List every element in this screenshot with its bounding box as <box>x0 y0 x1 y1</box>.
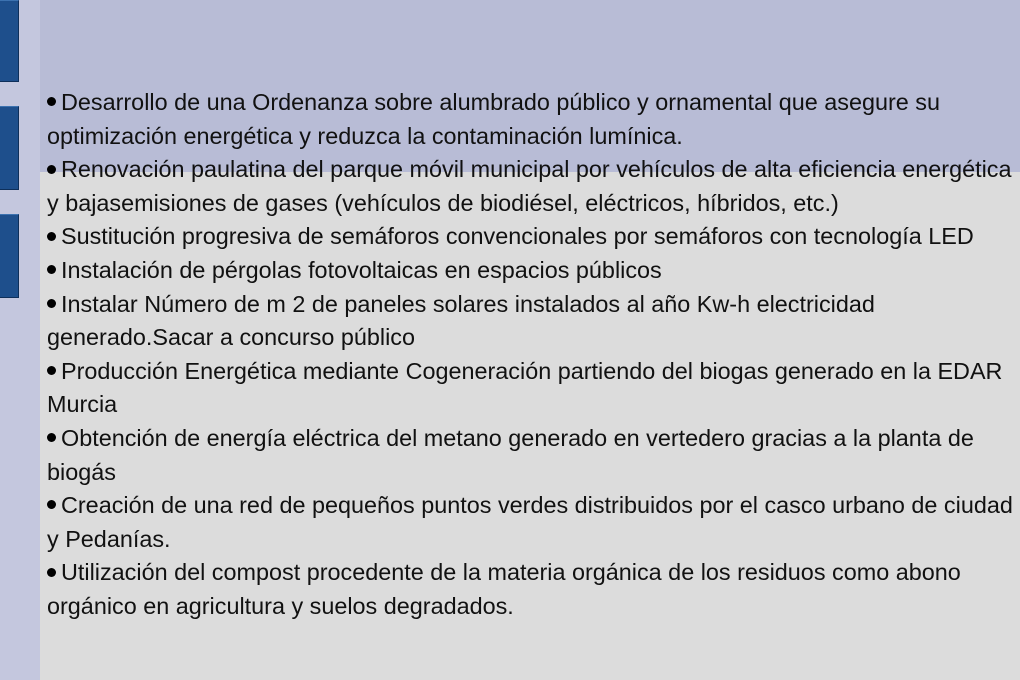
bullet-icon <box>47 500 56 509</box>
list-item-text: Instalación de pérgolas fotovoltaicas en espacios públicos <box>61 256 662 283</box>
list-item <box>47 489 1015 556</box>
list-item <box>47 86 1015 153</box>
list-item-text: Obtención de energía eléctrica del metano generado en vertedero gracias a la planta de biogás <box>47 424 974 485</box>
list-item-text: Producción Energética mediante Cogeneración partiendo del biogas generado en la EDAR Murcia <box>47 357 1003 418</box>
bullet-icon <box>47 97 56 106</box>
bullet-icon <box>47 165 56 174</box>
list-item <box>47 220 1015 254</box>
list-item-text: Sustitución progresiva de semáforos convencionales por semáforos con tecnología LED <box>61 223 974 250</box>
list-item <box>47 355 1015 422</box>
bullet-icon <box>47 232 56 241</box>
list-item <box>47 254 1015 288</box>
bullet-icon <box>47 366 56 375</box>
list-item-text: Creación de una red de pequeños puntos verdes distribuidos por el casco urbano de ciudad y Pedanías. <box>47 492 1013 552</box>
bullet-icon <box>47 433 56 442</box>
bullet-icon <box>47 299 56 308</box>
bullet-icon <box>47 568 56 577</box>
accent-bar <box>0 0 19 82</box>
list-item <box>47 288 1015 355</box>
bullet-list <box>47 86 1015 624</box>
list-item-text: Renovación paulatina del parque móvil municipal por vehículos de alta eficiencia energética y bajasemisiones de gases (vehículos de biodiésel, eléctricos, híbridos, etc.) <box>47 156 1012 216</box>
bullet-icon <box>47 265 56 274</box>
accent-bar <box>0 106 19 190</box>
left-strip <box>0 0 40 680</box>
list-item <box>47 153 1015 220</box>
list-item-text: Instalar Número de m 2 de paneles solares instalados al año Kw-h electricidad generado.Sacar a concurso público <box>47 290 875 351</box>
list-item <box>47 422 1015 489</box>
list-item-text: Utilización del compost procedente de la materia orgánica de los residuos como abono orgánico en agricultura y suelos degradados. <box>47 559 961 619</box>
list-item-text: Desarrollo de una Ordenanza sobre alumbrado público y ornamental que asegure su optimización energética y reduzca la contaminación lumínica. <box>47 89 940 149</box>
list-item <box>47 556 1015 623</box>
accent-bar <box>0 214 19 298</box>
